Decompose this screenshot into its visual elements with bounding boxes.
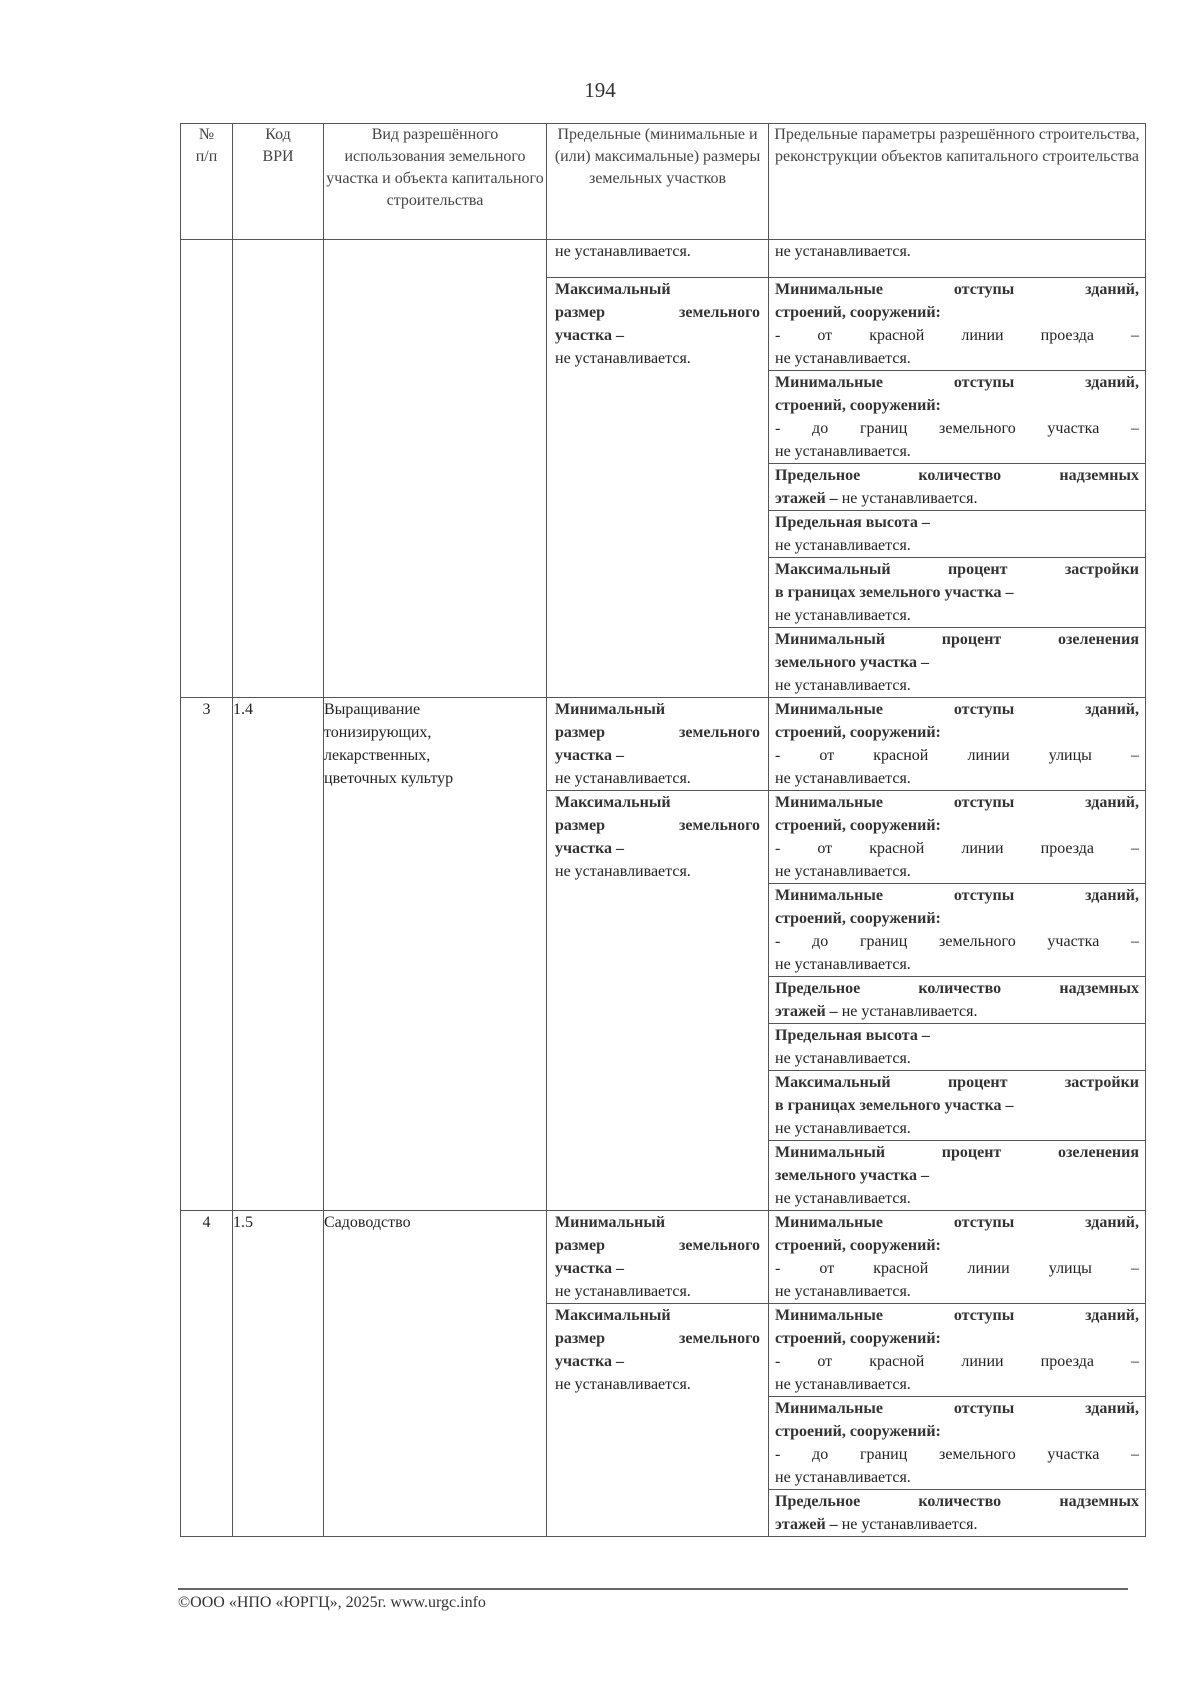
spacer	[555, 263, 760, 277]
text-word: процент	[941, 631, 1002, 648]
text-word: земельного	[939, 933, 1016, 950]
header-plot-sizes: Предельные (минимальные и (или) максимальные) размеры земельных участков	[547, 124, 769, 240]
text-line	[775, 487, 1139, 510]
text-word: участка	[1047, 933, 1100, 950]
text-line	[775, 394, 1139, 417]
text-word: не устанавливается.	[775, 1120, 911, 1137]
text-word: строений, сооружений:	[775, 397, 941, 414]
text-word: Минимальные	[775, 281, 883, 298]
text-word: - до	[775, 1446, 829, 1463]
text-word: границ	[859, 1446, 908, 1463]
text-word: Предельная высота –	[775, 1027, 930, 1044]
text-line	[775, 1164, 1139, 1187]
text-word: не устанавливается.	[775, 1283, 911, 1300]
header-build-params: Предельные параметры разрешённого строительства, реконструкции объектов капитального строительства	[769, 124, 1146, 240]
text-word: отступы	[953, 1307, 1015, 1324]
text-line	[775, 511, 1139, 534]
text-word: отступы	[953, 281, 1015, 298]
text-word: Минимальные	[775, 794, 883, 811]
text-word: в границах земельного участка –	[775, 584, 1014, 601]
param-block-3	[769, 976, 1145, 1023]
text-word: строений, сооружений:	[775, 304, 941, 321]
text-line	[775, 581, 1139, 604]
text-line	[775, 534, 1139, 557]
text-word: не устанавливается.	[555, 350, 691, 367]
text-word: –	[1131, 840, 1140, 857]
text-line	[555, 860, 760, 883]
text-word: не устанавливается.	[555, 1376, 691, 1393]
text-word: земельного	[678, 817, 760, 834]
text-line	[775, 930, 1139, 953]
text-word: земельного	[678, 724, 760, 741]
text-line	[555, 1373, 760, 1396]
footer-divider	[178, 1588, 1128, 1590]
text-line	[555, 721, 760, 744]
text-word: - от	[775, 1260, 835, 1277]
text-word: - от	[775, 747, 835, 764]
text-word: Предельная высота –	[775, 514, 930, 531]
text-word: Минимальные	[775, 1307, 883, 1324]
text-line	[775, 371, 1139, 394]
text-word: не устанавливается.	[841, 1516, 978, 1533]
regulations-table	[180, 123, 1146, 1537]
text-line	[775, 1443, 1139, 1466]
text-line	[775, 907, 1139, 930]
text-line	[775, 721, 1139, 744]
text-line	[775, 651, 1139, 674]
text-word: - до	[775, 420, 829, 437]
use-type-line: цветочных культур	[324, 770, 454, 787]
text-word: зданий,	[1085, 887, 1140, 904]
text-word: –	[1131, 1446, 1140, 1463]
text-line	[775, 278, 1139, 301]
text-word: участка –	[555, 327, 624, 344]
text-word: не устанавливается.	[775, 607, 911, 624]
text-word: линии	[967, 747, 1010, 764]
text-word: не устанавливается.	[775, 243, 911, 260]
text-word: не устанавливается.	[775, 863, 911, 880]
text-word: Минимальные	[775, 374, 883, 391]
text-word: надземных	[1059, 1493, 1139, 1510]
cell-use-type	[324, 1211, 547, 1537]
text-word: строений, сооружений:	[775, 1330, 941, 1347]
header-use-type: Вид разрешённого использования земельного участка и объекта капитального строительства	[324, 124, 547, 240]
text-word: застройки	[1064, 561, 1140, 578]
text-word: размер	[555, 1330, 605, 1347]
text-word: зданий,	[1085, 701, 1140, 718]
text-word: Минимальный	[775, 631, 886, 648]
text-word: озеленения	[1057, 631, 1140, 648]
text-line	[775, 674, 1139, 697]
max-size-block	[547, 790, 768, 883]
text-word: не устанавливается.	[775, 1190, 911, 1207]
max-size-block	[547, 277, 768, 370]
text-line	[775, 1257, 1139, 1280]
text-word: отступы	[953, 374, 1015, 391]
text-line	[775, 767, 1139, 790]
table-row	[181, 1211, 1146, 1537]
text-word: проезда	[1040, 1353, 1094, 1370]
text-word: земельного	[678, 1330, 760, 1347]
text-word: - до	[775, 933, 829, 950]
text-word: участка	[1047, 420, 1100, 437]
text-word: строений, сооружений:	[775, 910, 941, 927]
text-word: границ	[859, 420, 908, 437]
text-word: размер	[555, 304, 605, 321]
text-word: участка –	[555, 840, 624, 857]
text-word: земельного участка –	[775, 1167, 930, 1184]
text-line	[555, 1234, 760, 1257]
use-type-line: тонизирующих,	[324, 724, 432, 741]
text-line	[775, 837, 1139, 860]
text-word: не устанавливается.	[775, 443, 911, 460]
text-word: Минимальные	[775, 701, 883, 718]
text-word: –	[1131, 1353, 1140, 1370]
text-word: зданий,	[1085, 281, 1140, 298]
text-word: –	[1131, 1260, 1139, 1277]
text-line	[555, 240, 760, 263]
text-line	[775, 1094, 1139, 1117]
min-size-block	[547, 698, 768, 790]
text-line	[555, 814, 760, 837]
text-word: участка –	[555, 1353, 624, 1370]
text-line	[775, 604, 1139, 627]
param-block-1	[769, 370, 1145, 463]
text-word: земельного	[939, 1446, 1016, 1463]
header-number: № п/п	[181, 124, 233, 240]
text-word: отступы	[953, 794, 1015, 811]
cell-use-type	[324, 240, 547, 698]
text-word: улицы	[1048, 1260, 1092, 1277]
text-word: надземных	[1059, 980, 1139, 997]
text-line	[775, 301, 1139, 324]
text-word: Минимальные	[775, 1400, 883, 1417]
table-row-continued	[181, 240, 1146, 698]
text-word: –	[1131, 933, 1140, 950]
text-line	[775, 1071, 1139, 1094]
size-top-text	[547, 240, 768, 277]
text-word: земельного	[678, 304, 760, 321]
text-word: не устанавливается.	[775, 770, 911, 787]
text-word: участка –	[555, 747, 624, 764]
text-word: этажей –	[775, 1516, 838, 1533]
text-word: не устанавливается.	[555, 243, 691, 260]
text-line	[775, 1466, 1139, 1489]
use-type-line: лекарственных,	[324, 747, 431, 764]
text-word: строений, сооружений:	[775, 724, 941, 741]
text-line	[555, 1350, 760, 1373]
text-word: не устанавливается.	[555, 1283, 691, 1300]
text-word: проезда	[1040, 327, 1094, 344]
cell-number: 4	[181, 1211, 233, 1537]
text-word: количество	[918, 467, 1002, 484]
text-word: Минимальный	[775, 1144, 886, 1161]
text-word: линии	[961, 1353, 1004, 1370]
text-line	[775, 1397, 1139, 1420]
text-line	[555, 324, 760, 347]
text-word: земельного участка –	[775, 654, 930, 671]
text-word: не устанавливается.	[775, 1050, 911, 1067]
text-line	[775, 1350, 1139, 1373]
text-word: не устанавливается.	[775, 1469, 911, 1486]
text-word: количество	[918, 1493, 1002, 1510]
cell-plot-sizes	[547, 698, 769, 1211]
text-word: Минимальный	[555, 1214, 666, 1231]
text-word: линии	[961, 840, 1004, 857]
param-block-3	[769, 1489, 1145, 1536]
text-word: линии	[967, 1260, 1010, 1277]
param-block-4	[769, 1023, 1145, 1070]
param-block-6	[769, 1140, 1145, 1210]
text-word: надземных	[1059, 467, 1139, 484]
text-word: –	[1131, 420, 1140, 437]
param-block-2	[769, 463, 1145, 510]
text-word: не устанавливается.	[775, 1376, 911, 1393]
text-word: - от	[775, 1353, 833, 1370]
param-block-1	[769, 1303, 1145, 1396]
text-word: не устанавливается.	[555, 770, 691, 787]
header-code: Код ВРИ	[233, 124, 324, 240]
text-line	[555, 1327, 760, 1350]
text-line	[775, 814, 1139, 837]
text-line	[775, 698, 1139, 721]
text-word: строений, сооружений:	[775, 1423, 941, 1440]
text-line	[775, 1187, 1139, 1210]
cell-build-params	[769, 698, 1146, 1211]
text-line	[775, 1420, 1139, 1443]
text-line	[555, 1257, 760, 1280]
text-word: этажей –	[775, 1003, 838, 1020]
page-number: 194	[584, 78, 616, 102]
text-word: Максимальный	[775, 1074, 891, 1091]
text-line	[555, 837, 760, 860]
text-word: участка –	[555, 1260, 624, 1277]
text-word: не устанавливается.	[841, 490, 978, 507]
param-top-text	[769, 240, 1145, 277]
cell-code	[233, 240, 324, 698]
text-line	[775, 1141, 1139, 1164]
text-line	[775, 884, 1139, 907]
text-line	[555, 301, 760, 324]
param-block-0	[769, 1211, 1145, 1303]
text-line	[555, 1280, 760, 1303]
text-word: отступы	[953, 701, 1015, 718]
text-word: красной	[869, 1353, 925, 1370]
text-line	[775, 1490, 1139, 1513]
text-line	[775, 440, 1139, 463]
text-word: Максимальный	[555, 1307, 671, 1324]
text-word: Предельное	[775, 1493, 861, 1510]
text-word: линии	[961, 327, 1004, 344]
param-block-3	[769, 510, 1145, 557]
text-word: красной	[869, 327, 925, 344]
text-line	[775, 628, 1139, 651]
text-word: Предельное	[775, 980, 861, 997]
param-block-0	[769, 277, 1145, 370]
text-word: красной	[873, 747, 929, 764]
text-word: Минимальный	[555, 701, 666, 718]
text-line	[775, 953, 1139, 976]
text-word: проезда	[1040, 840, 1094, 857]
text-word: размер	[555, 724, 605, 741]
text-word: Минимальные	[775, 1214, 883, 1231]
cell-number: 3	[181, 698, 233, 1211]
text-word: –	[1131, 747, 1139, 764]
table-row	[181, 698, 1146, 1211]
text-line	[775, 1047, 1139, 1070]
text-word: не устанавливается.	[775, 537, 911, 554]
text-line	[555, 1211, 760, 1234]
text-word: озеленения	[1057, 1144, 1140, 1161]
text-line	[775, 417, 1139, 440]
text-word: зданий,	[1085, 1214, 1140, 1231]
text-word: зданий,	[1085, 374, 1140, 391]
text-word: строений, сооружений:	[775, 817, 941, 834]
param-block-2	[769, 883, 1145, 976]
text-word: –	[1131, 327, 1140, 344]
param-block-5	[769, 627, 1145, 697]
text-word: - от	[775, 327, 833, 344]
text-line	[555, 744, 760, 767]
text-line	[775, 1304, 1139, 1327]
text-line	[555, 347, 760, 370]
text-word: не устанавливается.	[775, 350, 911, 367]
text-word: отступы	[953, 1400, 1015, 1417]
text-word: земельного	[678, 1237, 760, 1254]
param-block-2	[769, 1396, 1145, 1489]
text-line	[775, 347, 1139, 370]
text-line	[555, 1304, 760, 1327]
text-line	[775, 977, 1139, 1000]
text-word: зданий,	[1085, 1400, 1140, 1417]
text-line	[775, 1280, 1139, 1303]
text-line	[775, 240, 1139, 263]
param-block-4	[769, 557, 1145, 627]
text-word: процент	[947, 561, 1008, 578]
param-block-5	[769, 1070, 1145, 1140]
text-word: размер	[555, 817, 605, 834]
text-word: Минимальные	[775, 887, 883, 904]
text-word: процент	[941, 1144, 1002, 1161]
cell-build-params	[769, 1211, 1146, 1537]
text-line	[775, 464, 1139, 487]
text-word: красной	[869, 840, 925, 857]
cell-use-type	[324, 698, 547, 1211]
text-word: застройки	[1064, 1074, 1140, 1091]
text-line	[775, 1234, 1139, 1257]
cell-number	[181, 240, 233, 698]
text-word: строений, сооружений:	[775, 1237, 941, 1254]
text-line	[775, 744, 1139, 767]
text-line	[775, 860, 1139, 883]
cell-plot-sizes	[547, 240, 769, 698]
text-word: не устанавливается.	[775, 956, 911, 973]
text-line	[555, 698, 760, 721]
text-line	[775, 558, 1139, 581]
text-line	[775, 1513, 1139, 1536]
text-word: отступы	[953, 1214, 1015, 1231]
text-line	[775, 1373, 1139, 1396]
text-word: красной	[873, 1260, 929, 1277]
text-word: Максимальный	[555, 794, 671, 811]
text-line	[775, 1327, 1139, 1350]
text-word: не устанавливается.	[841, 1003, 978, 1020]
text-word: процент	[947, 1074, 1008, 1091]
text-word: отступы	[953, 887, 1015, 904]
text-word: Предельное	[775, 467, 861, 484]
text-line	[775, 1117, 1139, 1140]
text-line	[775, 324, 1139, 347]
text-word: зданий,	[1085, 1307, 1140, 1324]
text-word: размер	[555, 1237, 605, 1254]
text-word: не устанавливается.	[775, 677, 911, 694]
text-line	[775, 1024, 1139, 1047]
text-line	[775, 1000, 1139, 1023]
use-type-line: Выращивание	[324, 701, 421, 718]
max-size-block	[547, 1303, 768, 1396]
text-word: Максимальный	[555, 281, 671, 298]
text-line	[555, 767, 760, 790]
text-line	[775, 791, 1139, 814]
text-word: границ	[859, 933, 908, 950]
text-word: этажей –	[775, 490, 838, 507]
text-word: - от	[775, 840, 833, 857]
text-word: земельного	[939, 420, 1016, 437]
cell-build-params	[769, 240, 1146, 698]
min-size-block	[547, 1211, 768, 1303]
text-word: улицы	[1048, 747, 1092, 764]
param-block-1	[769, 790, 1145, 883]
text-line	[775, 1211, 1139, 1234]
text-word: количество	[918, 980, 1002, 997]
use-type-line: Садоводство	[324, 1214, 411, 1231]
text-word: участка	[1047, 1446, 1100, 1463]
cell-code: 1.4	[233, 698, 324, 1211]
footer-copyright: ©ООО «НПО «ЮРГЦ», 2025г. www.urgc.info	[178, 1594, 486, 1611]
text-word: в границах земельного участка –	[775, 1097, 1014, 1114]
param-block-0	[769, 698, 1145, 790]
text-line	[555, 791, 760, 814]
text-word: Максимальный	[775, 561, 891, 578]
cell-plot-sizes	[547, 1211, 769, 1537]
text-line	[555, 278, 760, 301]
table-header-row	[181, 124, 1146, 240]
text-word: не устанавливается.	[555, 863, 691, 880]
spacer	[775, 263, 1139, 277]
text-word: зданий,	[1085, 794, 1140, 811]
cell-code: 1.5	[233, 1211, 324, 1537]
